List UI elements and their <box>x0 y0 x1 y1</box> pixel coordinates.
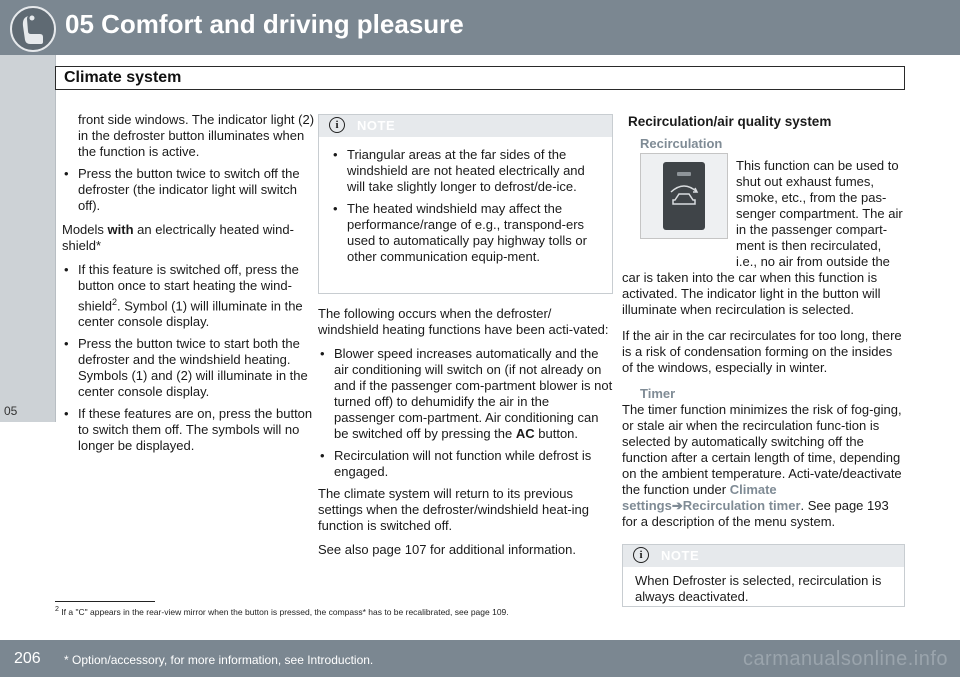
note-body <box>623 567 904 611</box>
bullet-item: • Press the button twice to start both the defroster and the windshield heating. Symbols (1) and (2) will illuminate in the center console display. <box>62 336 315 400</box>
paragraph: front side windows. The indicator light (2) in the defroster button illuminates when the function is active. <box>78 112 315 159</box>
note-text: When Defroster is selected, recirculation is always deactivated. <box>635 573 882 604</box>
chapter-number: 05 <box>4 404 18 418</box>
note-header <box>319 115 612 137</box>
info-icon: i <box>633 547 649 563</box>
page-footer <box>0 640 960 677</box>
note-box <box>622 544 905 607</box>
bullet-item: • If this feature is switched off, press the button once to start heating the wind-shield$^2$. Symbol (1) will illuminate in the center console display. <box>62 262 315 330</box>
column-1 <box>62 112 315 454</box>
recirculation-button-icon <box>640 153 728 239</box>
section-title-bar <box>55 66 905 90</box>
paragraph: The following occurs when the defroster/ windshield heating functions have been acti-vated: <box>318 306 609 337</box>
note-box <box>318 114 613 294</box>
column-3 <box>612 114 905 607</box>
paragraph: Models with an electrically heated wind-shield* <box>62 222 294 253</box>
bullet-item: • If these features are on, press the button to switch them off. The symbols will no longer be displayed. <box>62 406 315 454</box>
footer-note: * Option/accessory, for more information, see Introduction. <box>64 653 374 667</box>
chapter-side-tab <box>0 55 55 422</box>
bullet-item: • The heated windshield may affect the performance/range of e.g., transpond-ers used to automatically pay highway tolls or other communication equip-ment. <box>331 201 600 265</box>
bullet-item: • Press the button twice to switch off the defroster (the indicator light will switch off). <box>62 166 315 214</box>
paragraph: This function can be used to shut out exhaust fumes, smoke, etc., from the pas-senger compartment. The air in the passenger compart-ment is then recirculated, i.e., no air from outside the <box>736 158 903 269</box>
footnote-divider <box>55 601 155 602</box>
footnote: $^2$ If a "C" appears in the rear-view mirror when the button is pressed, the compass* has to be recalibrated, see page 109. <box>55 605 509 617</box>
bullet-item: • Triangular areas at the far sides of the windshield are not heated electrically and will take slightly longer to defrost/de-ice. <box>331 147 600 195</box>
watermark: carmanualsonline.info <box>742 648 948 670</box>
page-number: 206 <box>14 650 41 667</box>
note-label: NOTE <box>357 118 396 133</box>
column-2 <box>318 114 613 558</box>
note-header <box>623 545 904 567</box>
chapter-title: 05 Comfort and driving pleasure <box>65 9 464 39</box>
subheading-recirculation: Recirculation <box>640 136 723 151</box>
seat-icon <box>10 6 56 52</box>
section-title: Climate system <box>64 69 182 86</box>
paragraph: The timer function minimizes the risk of fog-ging, or stale air when the recirculation func-tion is selected by automatically switching off the function after a certain length of time, depending on the ambient temperature. Acti-vate/deactivate the function under Climate settings➔Recirculation timer. See page 193 for a description of the menu system. <box>622 402 902 529</box>
paragraph: The climate system will return to its previous settings when the defroster/windshield heat-ing function is switched off. <box>318 486 589 533</box>
divider <box>55 55 56 422</box>
bullet-item: • Blower speed increases automatically and the air conditioning will switch on (if not already on and if the passenger com-partment blower is not turned off) to dehumidify the air in the passenger com-partment. Air conditioning can be switched off by pressing the AC button. <box>318 346 613 442</box>
info-icon: i <box>329 117 345 133</box>
chapter-header <box>0 0 960 55</box>
note-label: NOTE <box>661 548 700 563</box>
paragraph: See also page 107 for additional information. <box>318 542 577 557</box>
paragraph: If the air in the car recirculates for too long, there is a risk of condensation forming on the insides of the windows, especially in winter. <box>622 328 902 375</box>
subheading-timer: Timer <box>640 386 676 401</box>
paragraph: car is taken into the car when this function is activated. The indicator light in the button will illuminate when recirculation is selected. <box>622 270 881 317</box>
bullet-item: • Recirculation will not function while defrost is engaged. <box>318 448 613 480</box>
note-body <box>319 137 612 275</box>
section-heading: Recirculation/air quality system <box>628 114 832 129</box>
